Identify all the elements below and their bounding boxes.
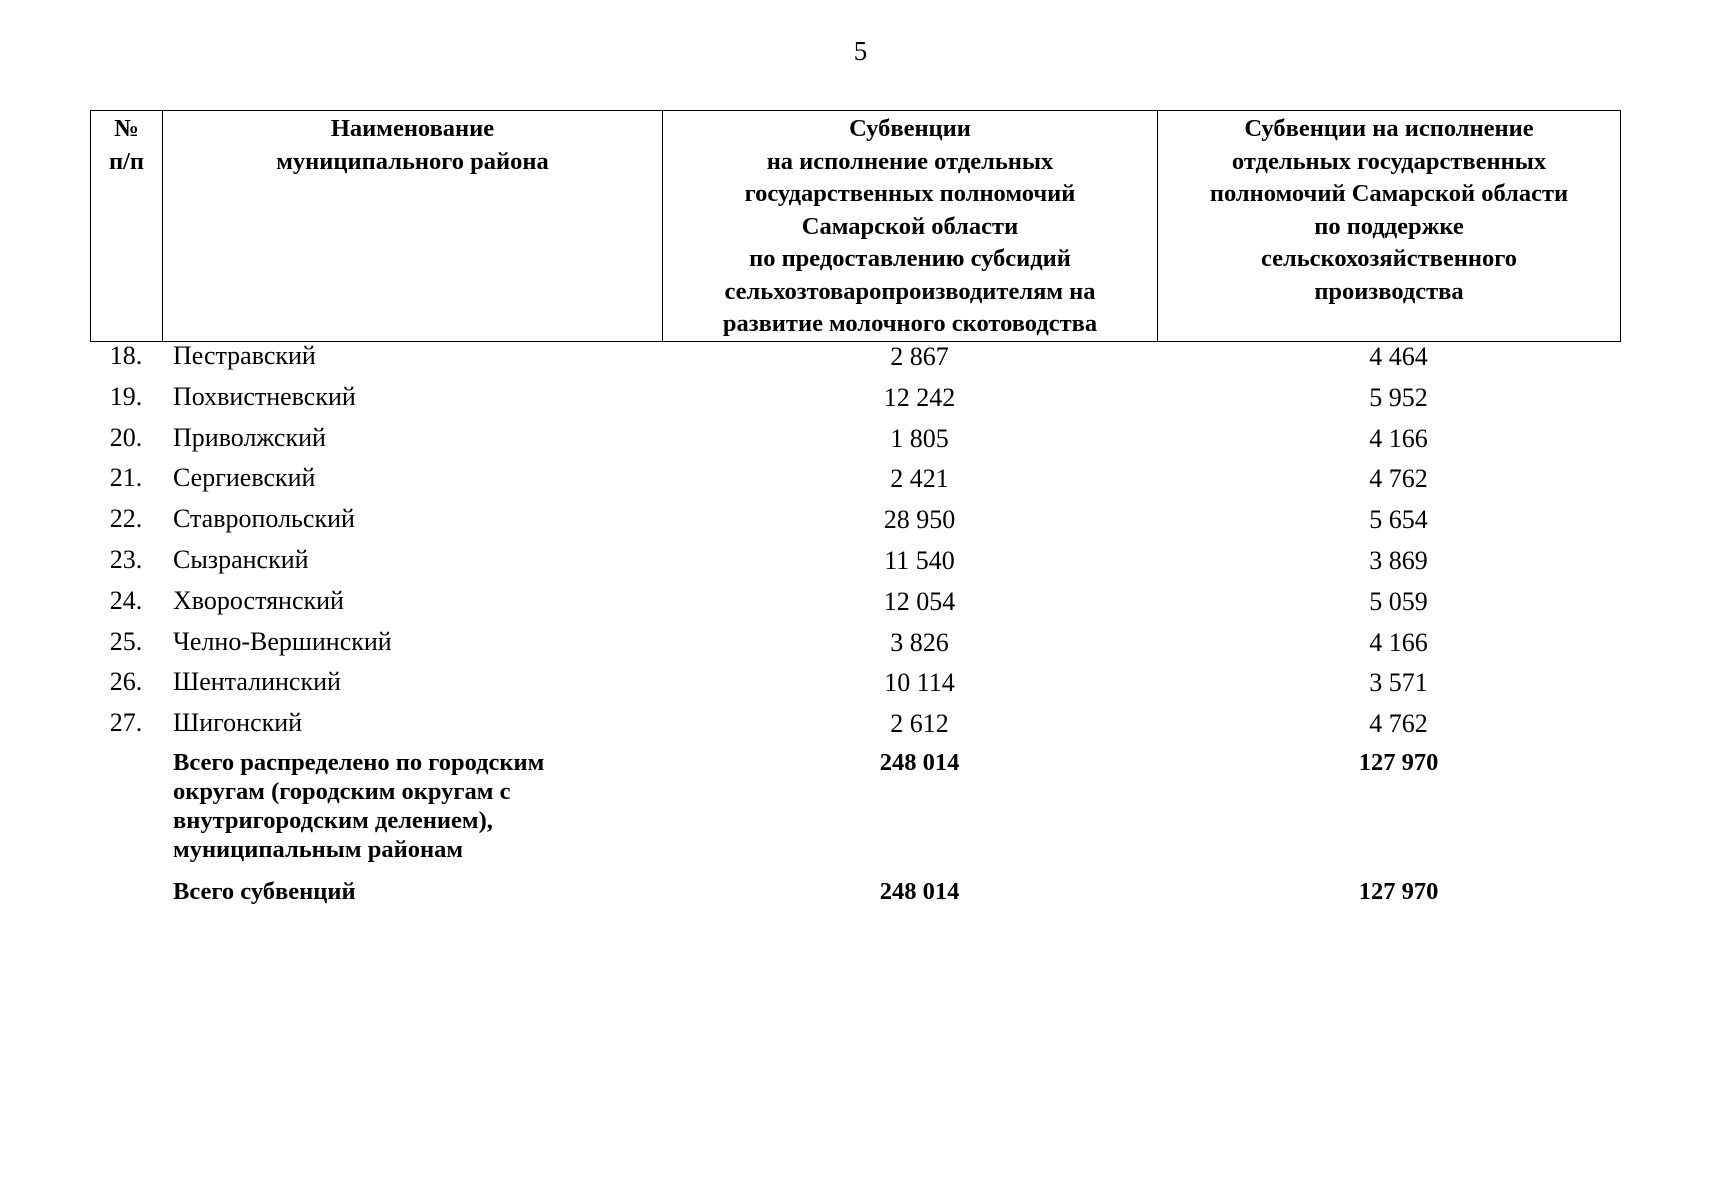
district-name: Ставропольский [173, 504, 355, 534]
total-distributed-agri-value: 127 970 [1358, 749, 1439, 776]
agri-subvention-value: 3 869 [1369, 545, 1428, 575]
header-agri-line: отдельных государственных [1231, 147, 1547, 175]
total-subventions-label: Всего субвенций [173, 878, 356, 905]
agri-subvention-value: 4 762 [1369, 464, 1428, 494]
total-distributed-label-line: внутригородским делением), [173, 807, 493, 834]
table-row [90, 666, 1620, 707]
table-row [90, 462, 1620, 503]
header-dairy-line: развитие молочного скотоводства [722, 310, 1098, 337]
table-row [90, 340, 1620, 381]
agri-subvention-value: 4 464 [1369, 342, 1428, 371]
district-name: Похвистневский [173, 381, 356, 411]
agri-subvention-value: 4 762 [1369, 709, 1428, 739]
agri-subvention-value: 3 571 [1369, 668, 1428, 698]
header-agri-line: по поддержке [1314, 212, 1464, 240]
header-name-line: Наименование [330, 115, 495, 142]
table-row [90, 585, 1620, 626]
agri-subvention-value: 5 952 [1369, 382, 1428, 412]
table-row [90, 503, 1620, 544]
row-number: 27. [109, 708, 143, 738]
total-distributed-label-line: Всего распределено по городским [173, 749, 545, 776]
row-number: 23. [109, 544, 143, 574]
row-number: 21. [109, 463, 143, 493]
header-dairy-line: на исполнение отдельных [766, 147, 1054, 175]
agri-subvention-value: 4 166 [1369, 423, 1428, 453]
dairy-subvention-value: 2 421 [890, 464, 949, 494]
table-row [90, 422, 1620, 463]
header-agri-line: производства [1314, 277, 1464, 305]
district-name: Шенталинский [173, 667, 341, 697]
row-number: 25. [109, 626, 143, 656]
row-number: 20. [109, 422, 143, 452]
header-dairy-line: сельхозтоваропроизводителям на [724, 277, 1096, 305]
total-subventions-agri-value: 127 970 [1358, 878, 1439, 905]
header-dairy-subvention-cell [663, 111, 1158, 342]
dairy-subvention-value: 10 114 [884, 668, 955, 698]
district-name: Челно-Вершинский [173, 626, 392, 656]
page-number: 5 [853, 36, 868, 66]
dairy-subvention-value: 2 867 [890, 342, 949, 371]
table-row [90, 544, 1620, 585]
header-agri-subvention-cell [1158, 111, 1621, 342]
row-number: 19. [109, 381, 143, 411]
header-number-line: № [114, 115, 139, 142]
table-header [90, 110, 1621, 342]
agri-subvention-value: 5 654 [1369, 505, 1428, 535]
header-agri-line: Субвенции на исполнение [1244, 115, 1534, 142]
header-dairy-line: государственных полномочий [744, 180, 1076, 207]
table-row [90, 626, 1620, 667]
dairy-subvention-value: 12 054 [883, 586, 956, 616]
agri-subvention-value: 4 166 [1369, 627, 1428, 657]
district-name: Пестравский [173, 341, 316, 370]
district-name: Приволжский [173, 422, 326, 452]
header-agri-line: полномочий Самарской области [1209, 180, 1569, 207]
dairy-subvention-value: 3 826 [890, 627, 949, 657]
total-distributed-label [173, 748, 643, 864]
dairy-subvention-value: 12 242 [883, 382, 956, 412]
row-number: 18. [109, 341, 143, 370]
agri-subvention-value: 5 059 [1369, 586, 1428, 616]
district-name: Хворостянский [173, 585, 344, 615]
total-distributed-dairy-value: 248 014 [879, 749, 960, 776]
table-row [90, 381, 1620, 422]
header-name-cell [163, 111, 663, 342]
district-name: Сергиевский [173, 463, 316, 493]
header-dairy-line: Самарской области [801, 212, 1019, 240]
header-dairy-line: по предоставлению субсидий [749, 245, 1071, 272]
dairy-subvention-value: 2 612 [890, 709, 949, 739]
total-subventions-dairy-value: 248 014 [879, 878, 960, 905]
dairy-subvention-value: 11 540 [884, 545, 955, 575]
table-row [90, 707, 1620, 748]
header-number-line: п/п [108, 147, 145, 175]
row-number: 24. [109, 585, 143, 615]
row-number: 26. [109, 667, 143, 697]
district-name: Сызранский [173, 544, 309, 574]
header-agri-line: сельскохозяйственного [1260, 245, 1518, 272]
dairy-subvention-value: 28 950 [883, 505, 956, 535]
district-name: Шигонский [173, 708, 303, 738]
table-body [90, 340, 1620, 748]
row-number: 22. [109, 504, 143, 534]
header-number-cell [91, 111, 163, 342]
total-distributed-label-line: муниципальным районам [173, 836, 464, 863]
total-distributed-label-line: округам (городским округам с [173, 778, 511, 805]
header-dairy-line: Субвенции [849, 115, 971, 142]
dairy-subvention-value: 1 805 [890, 423, 949, 453]
header-name-line: муниципального района [276, 147, 549, 175]
